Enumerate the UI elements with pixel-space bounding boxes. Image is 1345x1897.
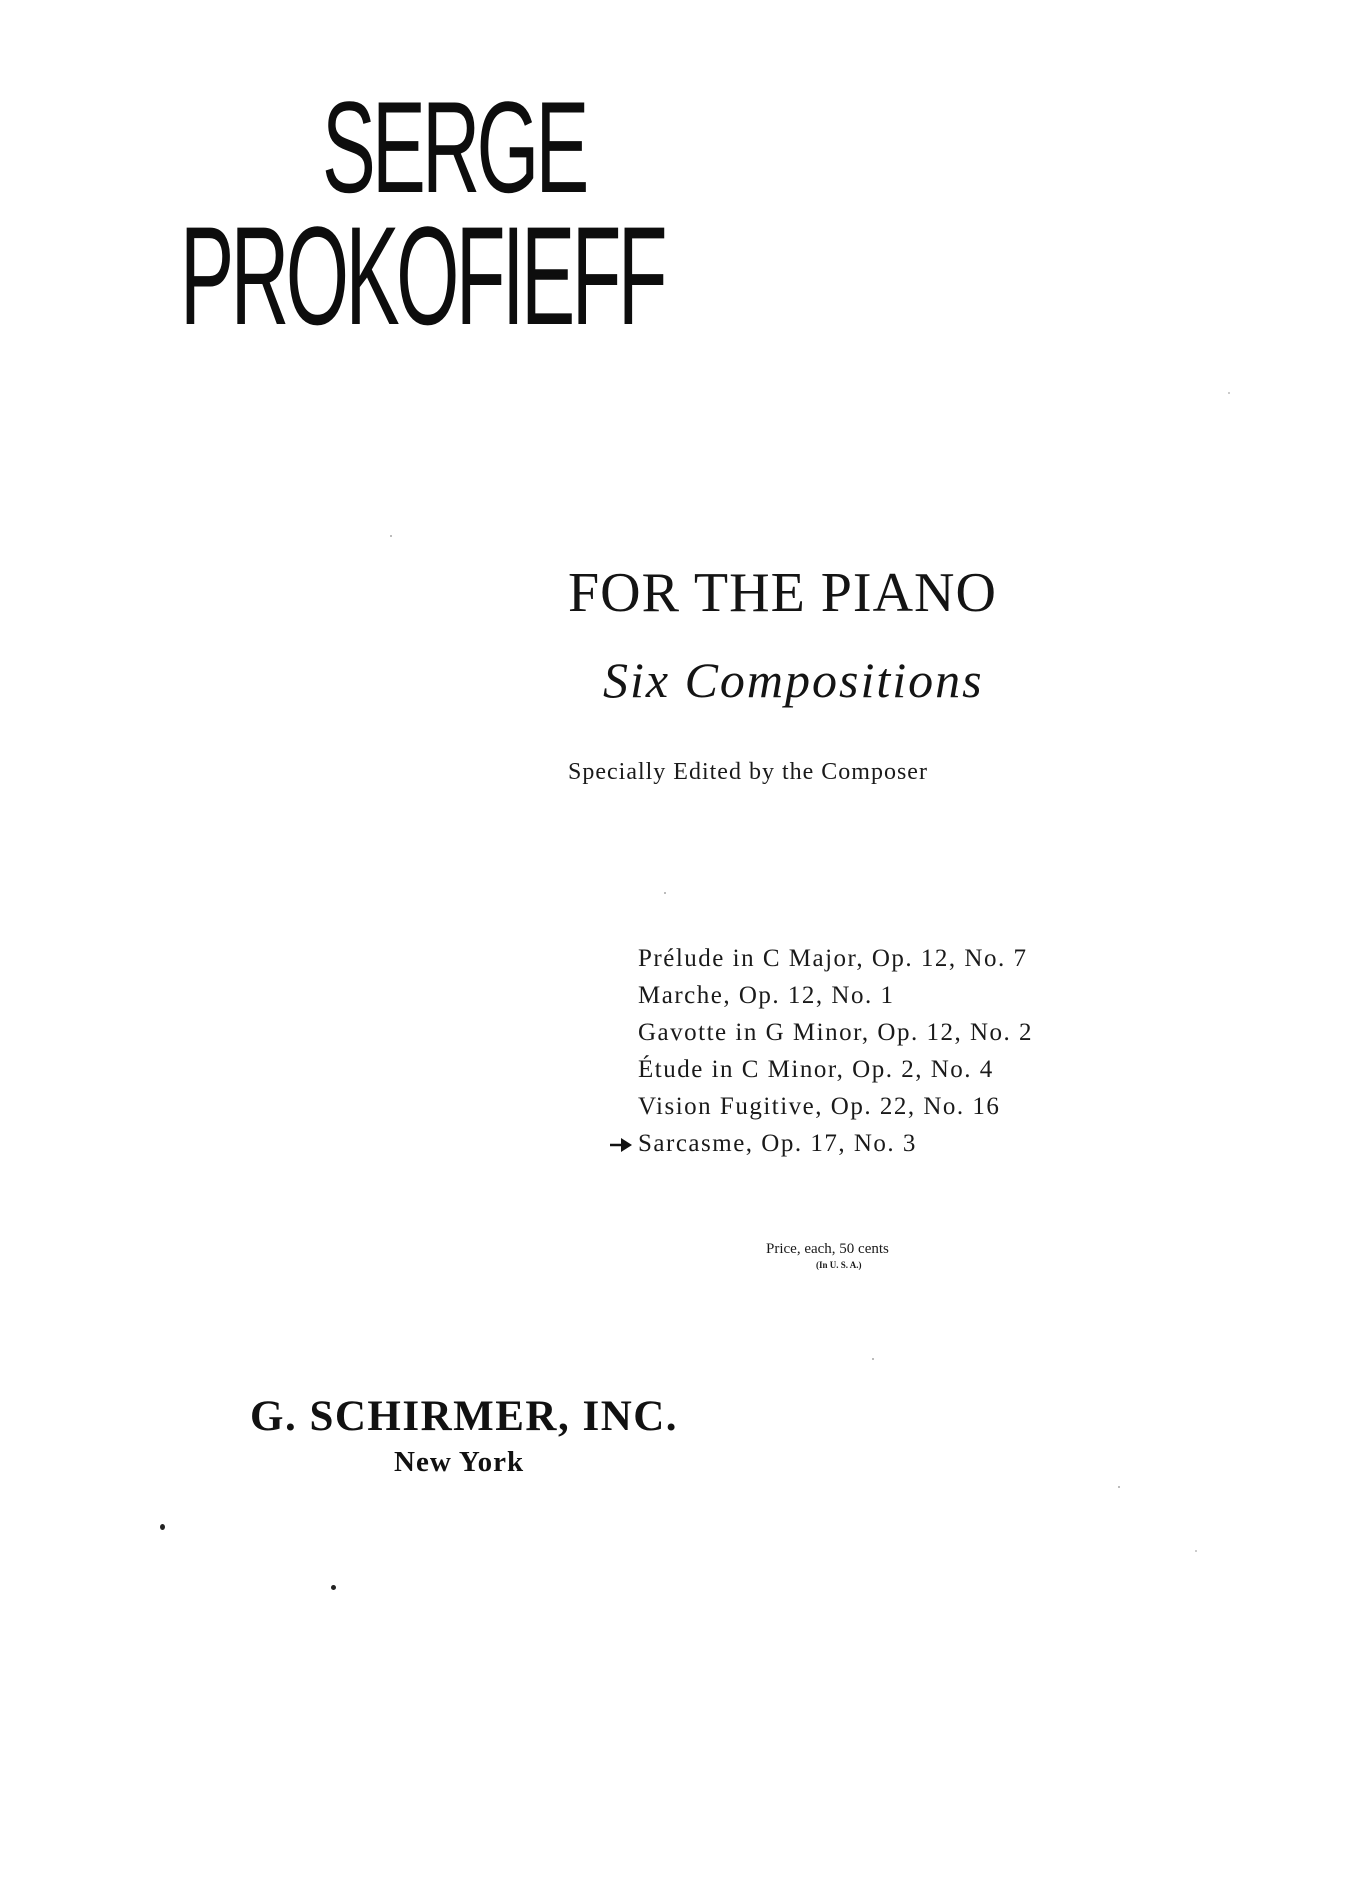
- collection-heading: FOR THE PIANO: [568, 562, 997, 624]
- price-note: Price, each, 50 cents: [766, 1241, 889, 1257]
- collection-subheading: Six Compositions: [603, 652, 984, 708]
- scan-speck: [1195, 1550, 1197, 1552]
- contents-item-label: Sarcasme, Op. 17, No. 3: [638, 1130, 917, 1157]
- editor-note: Specially Edited by the Composer: [568, 759, 928, 785]
- scan-speck: [1118, 1486, 1120, 1488]
- contents-item-label: Marche, Op. 12, No. 1: [638, 982, 895, 1009]
- pointing-arrow-icon: [608, 1125, 636, 1162]
- composer-first-name: SERGE: [322, 74, 586, 220]
- contents-item: [600, 940, 1033, 977]
- contents-item-label: Étude in C Minor, Op. 2, No. 4: [638, 1056, 994, 1083]
- scan-speck: [664, 892, 666, 894]
- scan-speck: [331, 1585, 336, 1590]
- contents-list: [600, 940, 1033, 1162]
- publisher-name: G. SCHIRMER, INC.: [250, 1393, 679, 1440]
- contents-item-label: Vision Fugitive, Op. 22, No. 16: [638, 1093, 1001, 1120]
- composer-last-name: PROKOFIEFF: [180, 197, 665, 354]
- scan-speck: [160, 1524, 165, 1530]
- scan-speck: [872, 1358, 874, 1360]
- contents-item: [600, 1051, 1033, 1088]
- scan-speck: [1228, 392, 1230, 394]
- contents-item-label: Prélude in C Major, Op. 12, No. 7: [638, 945, 1028, 972]
- contents-item-label: Gavotte in G Minor, Op. 12, No. 2: [638, 1019, 1033, 1046]
- price-region: (In U. S. A.): [816, 1260, 862, 1270]
- contents-item: [600, 1088, 1033, 1125]
- contents-item: [600, 1014, 1033, 1051]
- scan-speck: [390, 535, 392, 537]
- publisher-city: New York: [394, 1446, 525, 1478]
- contents-item-selected: [600, 1125, 1033, 1162]
- contents-item: [600, 977, 1033, 1014]
